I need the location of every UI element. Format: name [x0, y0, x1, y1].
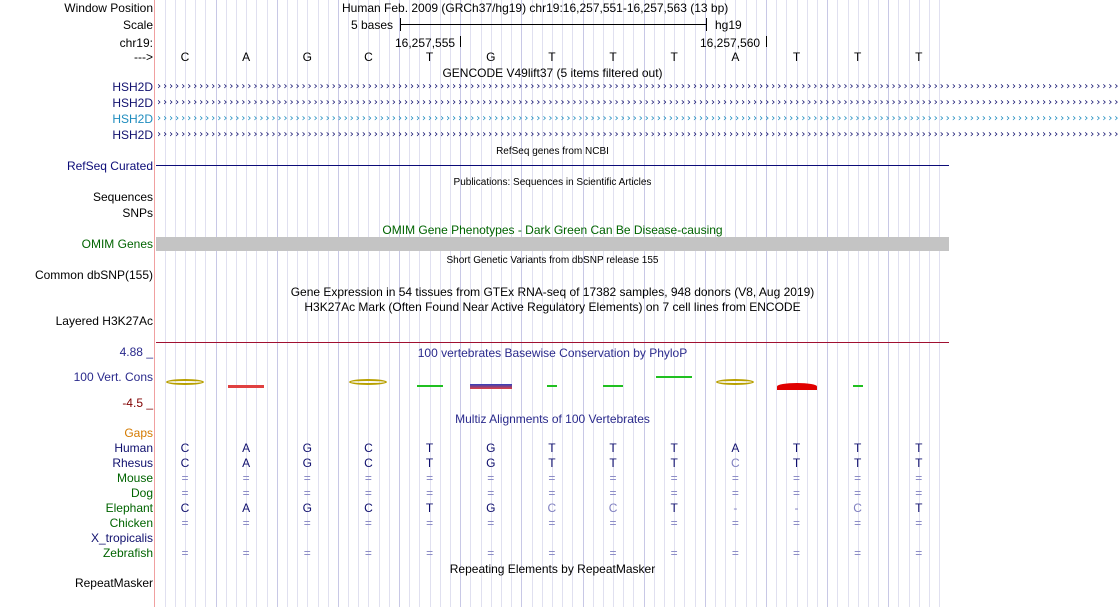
- dbsnp-track-title: Short Genetic Variants from dbSNP release 155: [446, 255, 659, 266]
- gencode-transcript-line[interactable]: ››››››››››››››››››››››››››››››››››››››››››››››››››››››››››››››››››››››››››››››››››››››››››››››››››››››››››››››››››››››››››››››››››››››››››››››››››››››››››››››››: [156, 113, 1119, 124]
- phylop-max-label: 4.88 _: [119, 345, 153, 359]
- phylop-glyph: [547, 385, 557, 387]
- sequence-base: G: [486, 50, 496, 64]
- gencode-item-label[interactable]: HSH2D: [112, 112, 153, 126]
- alignment-base: =: [731, 546, 739, 560]
- alignment-base: -: [733, 501, 738, 515]
- alignment-base: =: [181, 546, 189, 560]
- omim-track-title: OMIM Gene Phenotypes - Dark Green Can Be Disease-causing: [382, 223, 723, 237]
- alignment-base: A: [242, 456, 251, 470]
- scale-bases-text: 5 bases: [351, 18, 394, 32]
- alignment-species-label[interactable]: Elephant: [105, 501, 153, 515]
- alignment-base: =: [303, 516, 311, 530]
- h3k27ac-signal-line: [156, 342, 949, 343]
- sequence-base: C: [180, 50, 190, 64]
- alignment-species-label[interactable]: Zebrafish: [102, 546, 153, 560]
- alignment-species-label[interactable]: Human: [114, 441, 153, 455]
- db-label: hg19: [715, 18, 742, 32]
- alignment-base: =: [670, 546, 678, 560]
- refseq-gene-line[interactable]: [156, 165, 949, 166]
- alignment-base: =: [303, 546, 311, 560]
- alignment-base: C: [180, 441, 190, 455]
- alignment-base: C: [853, 501, 862, 515]
- omim-gene-bar[interactable]: [156, 237, 949, 251]
- refseq-curated-label[interactable]: RefSeq Curated: [66, 159, 153, 173]
- alignment-base: C: [608, 501, 618, 515]
- phylop-glyph: [228, 385, 264, 388]
- gencode-item-label[interactable]: HSH2D: [112, 128, 153, 142]
- alignment-base: T: [425, 456, 434, 470]
- sequence-base: T: [425, 50, 434, 64]
- alignment-base: =: [181, 516, 189, 530]
- position-left-label: 16,257,555: [395, 36, 456, 50]
- alignment-base: G: [486, 441, 496, 455]
- alignment-base: =: [242, 471, 250, 485]
- phylop-logo-row: [155, 370, 950, 402]
- omim-genes-label[interactable]: OMIM Genes: [81, 237, 153, 251]
- sequence-row[interactable]: [155, 50, 950, 64]
- alignment-species-label[interactable]: Dog: [130, 486, 153, 500]
- sequence-base: T: [548, 50, 556, 64]
- alignment-base: T: [915, 456, 923, 470]
- strand-label[interactable]: --->: [134, 50, 153, 64]
- refseq-track-title: RefSeq genes from NCBI: [496, 146, 609, 157]
- phylop-glyph: [166, 379, 204, 385]
- alignment-base: C: [364, 441, 373, 455]
- phylop-glyph: [656, 376, 692, 378]
- sequence-base: C: [364, 50, 373, 64]
- alignment-species-label[interactable]: X_tropicalis: [90, 531, 153, 545]
- alignment-base: =: [792, 546, 800, 560]
- phylop-glyph: [603, 385, 623, 387]
- alignment-base: A: [242, 441, 251, 455]
- alignment-species-label[interactable]: Mouse: [116, 471, 153, 485]
- alignment-base: T: [548, 441, 556, 455]
- alignment-base: T: [853, 456, 862, 470]
- phylop-glyph: [853, 385, 863, 387]
- alignment-base: G: [302, 501, 312, 515]
- alignment-base: =: [426, 546, 434, 560]
- alignment-base: C: [180, 501, 190, 515]
- alignment-base: =: [854, 471, 862, 485]
- dbsnp-label[interactable]: Common dbSNP(155): [34, 268, 153, 282]
- repeatmasker-track-title: Repeating Elements by RepeatMasker: [449, 562, 656, 576]
- alignment-base: =: [609, 546, 617, 560]
- alignment-base: T: [670, 441, 678, 455]
- gencode-item-label[interactable]: HSH2D: [112, 80, 153, 94]
- alignment-base: C: [364, 501, 373, 515]
- sequence-base: T: [853, 50, 862, 64]
- alignment-base: =: [364, 471, 372, 485]
- alignment-base: =: [670, 486, 678, 500]
- alignment-base: G: [302, 441, 312, 455]
- alignment-base: =: [303, 486, 311, 500]
- phylop-glyph: [470, 384, 512, 389]
- position-left-tick: [460, 36, 461, 47]
- alignment-base: A: [242, 501, 251, 515]
- alignment-base: G: [486, 501, 496, 515]
- alignment-base: =: [670, 471, 678, 485]
- alignment-base: =: [609, 486, 617, 500]
- alignment-base: =: [364, 546, 372, 560]
- alignment-base: =: [487, 471, 495, 485]
- alignment-base: =: [915, 471, 923, 485]
- chrom-label: chr19:: [119, 36, 153, 50]
- alignment-base: =: [548, 516, 556, 530]
- alignment-base: =: [487, 546, 495, 560]
- alignment-species-label[interactable]: Chicken: [109, 516, 153, 530]
- alignment-base: =: [426, 516, 434, 530]
- alignment-base: =: [792, 471, 800, 485]
- sequence-base: T: [792, 50, 801, 64]
- alignment-base: =: [548, 546, 556, 560]
- alignment-base: =: [609, 471, 617, 485]
- alignment-base: =: [915, 516, 923, 530]
- gencode-track-title: GENCODE V49lift37 (5 items filtered out): [442, 66, 663, 80]
- position-right-label: 16,257,560: [700, 36, 761, 50]
- alignment-base: =: [426, 471, 434, 485]
- sequence-base: T: [915, 50, 923, 64]
- alignment-base: T: [425, 441, 434, 455]
- alignment-base: =: [181, 471, 189, 485]
- alignment-base: T: [915, 441, 923, 455]
- alignment-base: T: [548, 456, 556, 470]
- repeatmasker-label[interactable]: RepeatMasker: [74, 576, 153, 590]
- alignment-base: C: [731, 456, 740, 470]
- alignment-base: A: [731, 441, 740, 455]
- gtex-track-title: Gene Expression in 54 tissues from GTEx RNA-seq of 17382 samples, 948 donors (V8, Aug 2019): [290, 285, 815, 299]
- alignment-base: =: [854, 546, 862, 560]
- alignment-base: T: [670, 501, 678, 515]
- scale-bar-right-tick: [706, 18, 707, 31]
- gencode-item-label[interactable]: HSH2D: [112, 96, 153, 110]
- alignment-base: G: [302, 456, 312, 470]
- alignment-base: =: [487, 516, 495, 530]
- alignment-base: C: [364, 456, 373, 470]
- alignment-base: =: [242, 486, 250, 500]
- alignment-base: =: [915, 486, 923, 500]
- alignment-base: =: [548, 486, 556, 500]
- position-right-tick: [766, 36, 767, 47]
- scale-label: Scale: [122, 18, 153, 32]
- phylop-min-label: -4.5 _: [122, 396, 153, 410]
- alignment-base: =: [609, 516, 617, 530]
- sequences-label[interactable]: Sequences: [92, 190, 153, 204]
- alignment-base: =: [548, 471, 556, 485]
- alignment-base: T: [670, 456, 678, 470]
- alignment-species-label[interactable]: Rhesus: [112, 456, 153, 470]
- alignment-base: =: [731, 486, 739, 500]
- phylop-glyph: [349, 379, 387, 385]
- scale-bar: [400, 24, 706, 25]
- alignment-base: T: [425, 501, 434, 515]
- layered-h3k27ac-label[interactable]: Layered H3K27Ac: [55, 314, 153, 328]
- alignment-base: =: [303, 471, 311, 485]
- h3k27ac-track-title: H3K27Ac Mark (Often Found Near Active Regulatory Elements) on 7 cell lines from ENCODE: [304, 300, 801, 314]
- alignment-base: =: [854, 516, 862, 530]
- window-position-label: Window Position: [64, 1, 153, 15]
- alignment-base: T: [609, 441, 617, 455]
- sequence-base: T: [609, 50, 617, 64]
- gaps-label[interactable]: Gaps: [124, 426, 153, 440]
- alignment-base: =: [792, 516, 800, 530]
- phylop-track-title: 100 vertebrates Basewise Conservation by PhyloP: [417, 346, 688, 360]
- alignment-base: -: [794, 501, 799, 515]
- phylop-track-label[interactable]: 100 Vert. Cons: [73, 370, 153, 384]
- alignment-base: =: [364, 486, 372, 500]
- alignment-base: =: [731, 516, 739, 530]
- sequence-base: T: [670, 50, 678, 64]
- sequence-base: A: [731, 50, 740, 64]
- phylop-glyph: [716, 379, 754, 385]
- alignment-base: =: [731, 471, 739, 485]
- alignment-base: =: [242, 546, 250, 560]
- alignment-base: =: [792, 486, 800, 500]
- phylop-glyph: [417, 385, 443, 387]
- assembly-position-text[interactable]: Human Feb. 2009 (GRCh37/hg19) chr19:16,257,551-16,257,563 (13 bp): [342, 1, 729, 15]
- alignment-base: T: [853, 441, 862, 455]
- alignment-base: =: [487, 486, 495, 500]
- snps-label[interactable]: SNPs: [122, 206, 153, 220]
- alignment-base: =: [364, 516, 372, 530]
- alignment-base: C: [547, 501, 557, 515]
- gencode-transcript-line[interactable]: ››››››››››››››››››››››››››››››››››››››››››››››››››››››››››››››››››››››››››››››››››››››››››››››››››››››››››››››››››››››››››››››››››››››››››››››››››››››››››››››››: [156, 97, 1119, 108]
- alignment-base: =: [670, 516, 678, 530]
- gencode-transcript-line[interactable]: ››››››››››››››››››››››››››››››››››››››››››››››››››››››››››››››››››››››››››››››››››››››››››››››››››››››››››››››››››››››››››››››››››››››››››››››››››››››››››››››››: [156, 81, 1119, 92]
- alignment-base: T: [915, 501, 923, 515]
- alignment-base: =: [854, 486, 862, 500]
- alignment-base: T: [792, 441, 801, 455]
- alignment-base: =: [181, 486, 189, 500]
- alignment-base: G: [486, 456, 496, 470]
- multiz-track-title: Multiz Alignments of 100 Vertebrates: [455, 412, 650, 426]
- scale-bar-left-tick: [400, 18, 401, 31]
- alignment-base: T: [609, 456, 617, 470]
- alignment-base: =: [242, 516, 250, 530]
- phylop-glyph: [777, 383, 817, 390]
- sequence-base: G: [302, 50, 312, 64]
- alignment-base: =: [426, 486, 434, 500]
- alignment-base: T: [792, 456, 801, 470]
- gencode-transcript-line[interactable]: ››››››››››››››››››››››››››››››››››››››››››››››››››››››››››››››››››››››››››››››››››››››››››››››››››››››››››››››››››››››››››››››››››››››››››››››››››››››››››››››››: [156, 129, 1119, 140]
- sequence-base: A: [242, 50, 251, 64]
- publications-track-title: Publications: Sequences in Scientific Articles: [453, 177, 652, 188]
- alignment-base: C: [180, 456, 190, 470]
- alignment-base: =: [915, 546, 923, 560]
